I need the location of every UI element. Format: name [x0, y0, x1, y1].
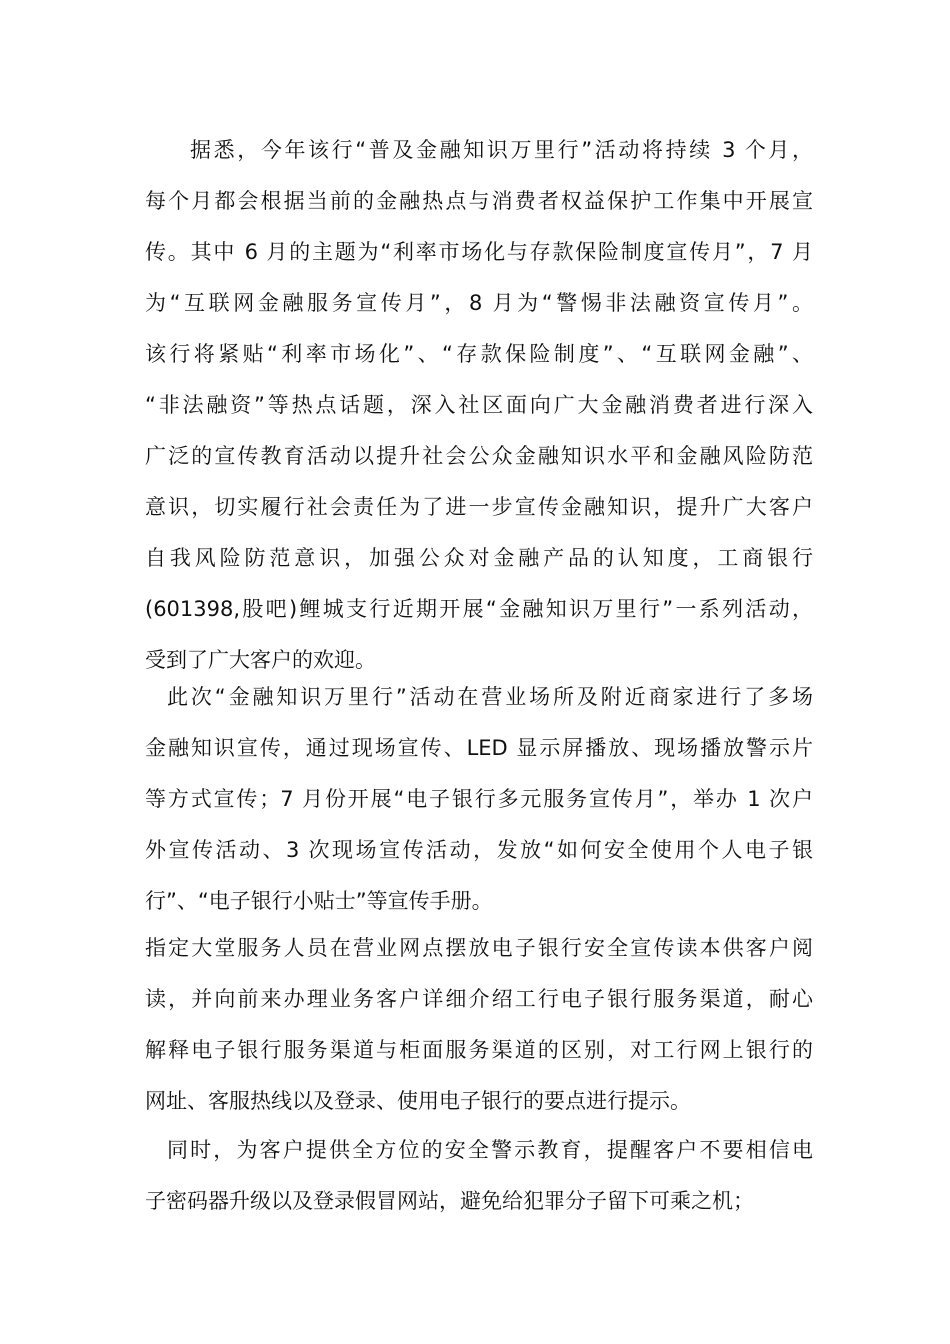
paragraph-line: 受到了广大客户的欢迎。	[145, 648, 376, 672]
paragraph-line: 指定大堂服务人员在营业网点摆放电子银行安全宣传读本供客户阅	[145, 936, 813, 960]
paragraph-line: 广泛的宣传教育活动以提升社会公众金融知识水平和金融风险防范	[145, 444, 813, 468]
paragraph-line: 意识，切实履行社会责任为了进一步宣传金融知识，提升广大客户	[145, 495, 813, 519]
paragraph-line: 该行将紧贴“利率市场化”、“存款保险制度”、“互联网金融”、	[145, 342, 813, 366]
paragraph-line: 传。其中 6 月的主题为“利率市场化与存款保险制度宣传月”，7 月	[145, 240, 813, 264]
paragraph-line: 金融知识宣传，通过现场宣传、LED 显示屏播放、现场播放警示片	[145, 736, 813, 760]
paragraph-line: (601398,股吧)鲤城支行近期开展“金融知识万里行”一系列活动，	[145, 597, 813, 621]
paragraph-line: 读，并向前来办理业务客户详细介绍工行电子银行服务渠道，耐心	[145, 987, 813, 1011]
paragraph-3	[145, 933, 813, 1116]
paragraph-1	[145, 135, 813, 675]
paragraph-line: 行”、“电子银行小贴士”等宣传手册。	[145, 889, 493, 913]
paragraph-4	[145, 1135, 813, 1216]
paragraph-line: 网址、客服热线以及登录、使用电子银行的要点进行提示。	[145, 1089, 691, 1113]
paragraph-line: 自我风险防范意识，加强公众对金融产品的认知度，工商银行	[145, 546, 813, 570]
paragraph-2	[145, 682, 813, 916]
paragraph-line: 同时，为客户提供全方位的安全警示教育，提醒客户不要相信电	[167, 1138, 813, 1162]
paragraph-line: 等方式宣传；7 月份开展“电子银行多元服务宣传月”，举办 1 次户	[145, 787, 813, 811]
paragraph-line: “非法融资”等热点话题，深入社区面向广大金融消费者进行深入	[145, 393, 813, 417]
paragraph-line: 据悉，今年该行“普及金融知识万里行”活动将持续 3 个月，	[190, 138, 813, 162]
paragraph-line: 此次“金融知识万里行”活动在营业场所及附近商家进行了多场	[167, 685, 813, 709]
paragraph-line: 每个月都会根据当前的金融热点与消费者权益保护工作集中开展宣	[145, 189, 813, 213]
paragraph-line: 为“互联网金融服务宣传月”，8 月为“警惕非法融资宣传月”。	[145, 291, 813, 315]
paragraph-line: 子密码器升级以及登录假冒网站，避免给犯罪分子留下可乘之机；	[145, 1189, 754, 1213]
paragraph-line: 外宣传活动、3 次现场宣传活动，发放“如何安全使用个人电子银	[145, 838, 813, 862]
paragraph-line: 解释电子银行服务渠道与柜面服务渠道的区别，对工行网上银行的	[145, 1038, 813, 1062]
